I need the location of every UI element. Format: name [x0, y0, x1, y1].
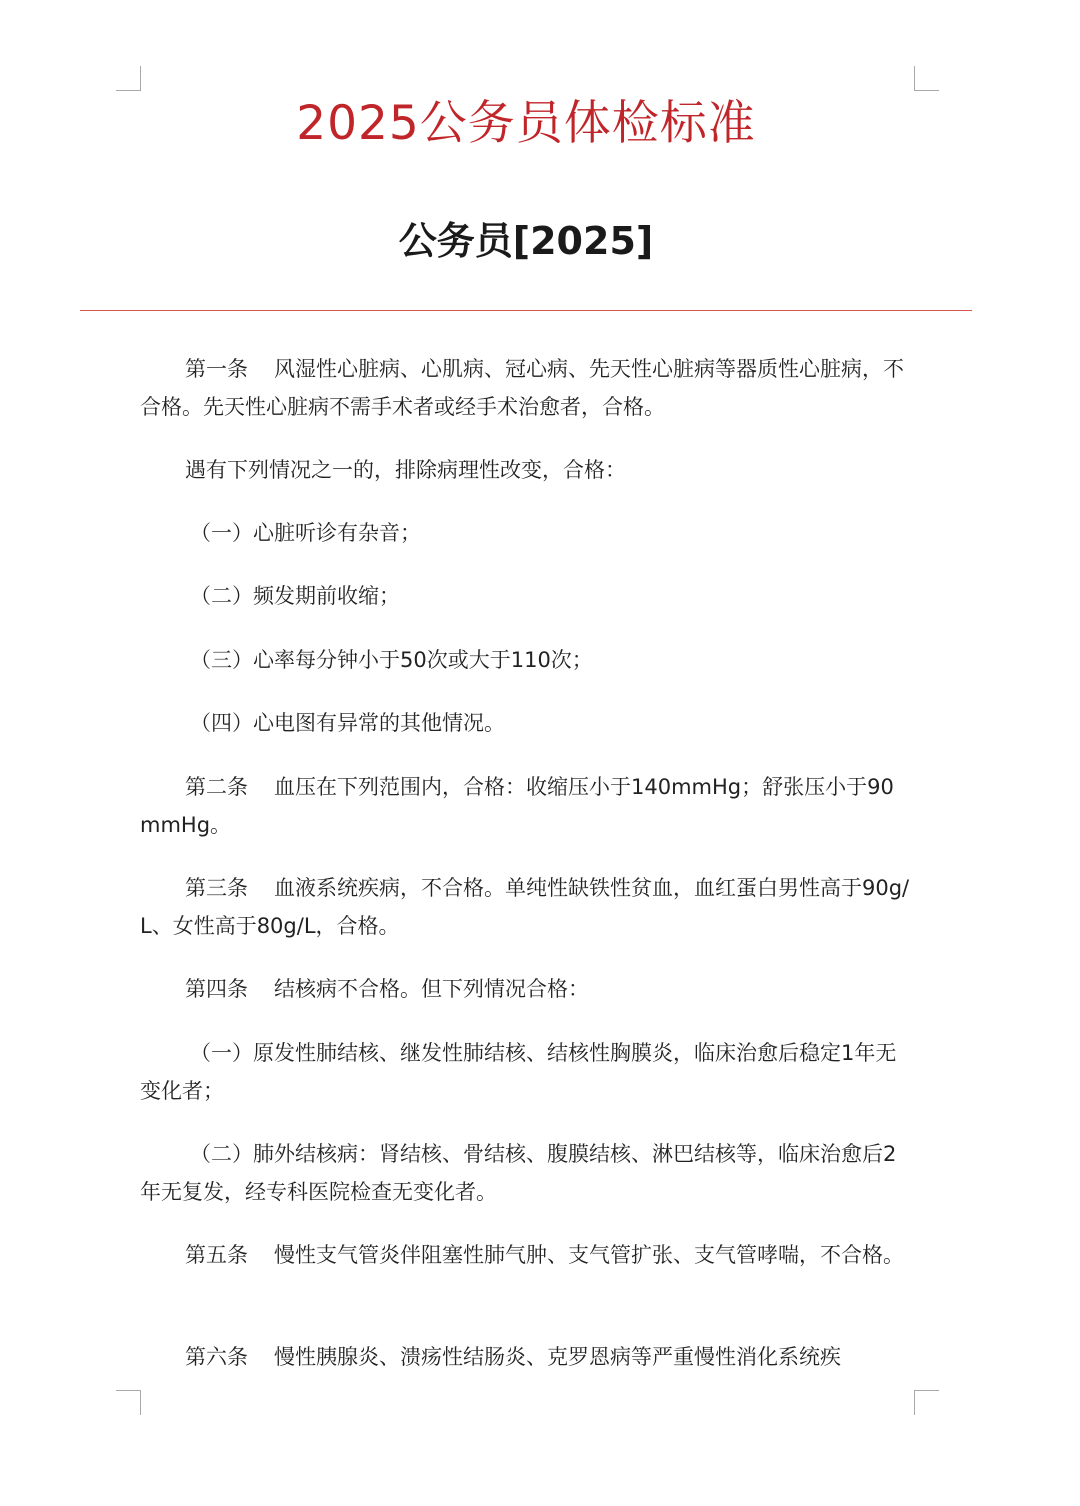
- paragraph-tb-item-1: [140, 1034, 912, 1110]
- paragraph-article-1: [140, 350, 912, 426]
- paragraph-article-3: [140, 869, 912, 945]
- page-corner-mark-bottom-right: [914, 1390, 939, 1415]
- paragraph-text: 血液系统疾病，不合格。单纯性缺铁性贫血，血红蛋白男性高于90g/L、女性高于80g/L，合格。: [140, 876, 910, 938]
- article-label: 第三条: [185, 876, 248, 900]
- paragraph-text: 结核病不合格。但下列情况合格：: [274, 977, 589, 1001]
- document-title: 2025公务员体检标准: [296, 96, 756, 151]
- paragraph-conditions-intro: [140, 451, 912, 489]
- paragraph-text: 遇有下列情况之一的，排除病理性改变，合格：: [185, 458, 626, 482]
- article-label: 第二条: [185, 775, 248, 799]
- paragraph-article-2: [140, 768, 912, 844]
- paragraph-text: 血压在下列范围内，合格：收缩压小于140mmHg；舒张压小于90mmHg。: [140, 775, 894, 837]
- article-label: 第四条: [185, 977, 248, 1001]
- paragraph-tb-item-2: [140, 1135, 912, 1211]
- paragraph-text: （一）原发性肺结核、继发性肺结核、结核性胸膜炎，临床治愈后稳定1年无变化者；: [140, 1041, 897, 1103]
- paragraph-item-2: [140, 577, 912, 615]
- article-label: 第六条: [185, 1345, 248, 1369]
- article-label: 第五条: [185, 1243, 248, 1267]
- paragraph-article-4: [140, 970, 912, 1008]
- document-subtitle: 公务员[2025]: [398, 219, 654, 263]
- paragraph-item-1: [140, 514, 912, 552]
- title-divider: [80, 310, 972, 311]
- paragraph-text: 慢性支气管炎伴阻塞性肺气肿、支气管扩张、支气管哮喘，不合格。: [274, 1243, 904, 1267]
- paragraph-text: （四）心电图有异常的其他情况。: [190, 711, 505, 735]
- paragraph-item-4: [140, 704, 912, 742]
- paragraph-text: （一）心脏听诊有杂音；: [190, 521, 421, 545]
- article-label: 第一条: [185, 357, 248, 381]
- paragraph-text: 慢性胰腺炎、溃疡性结肠炎、克罗恩病等严重慢性消化系统疾: [274, 1345, 841, 1369]
- paragraph-text: （三）心率每分钟小于50次或大于110次；: [190, 648, 593, 672]
- paragraph-article-6: [140, 1338, 912, 1376]
- page-corner-mark-bottom-left: [116, 1390, 141, 1415]
- paragraph-text: （二）肺外结核病：肾结核、骨结核、腹膜结核、淋巴结核等，临床治愈后2年无复发，经专科医院检查无变化者。: [140, 1142, 897, 1204]
- paragraph-article-5: [140, 1236, 912, 1274]
- paragraph-text: （二）频发期前收缩；: [190, 584, 400, 608]
- paragraph-text: 风湿性心脏病、心肌病、冠心病、先天性心脏病等器质性心脏病，不合格。先天性心脏病不需手术者或经手术治愈者，合格。: [140, 357, 904, 419]
- paragraph-item-3: [140, 641, 912, 679]
